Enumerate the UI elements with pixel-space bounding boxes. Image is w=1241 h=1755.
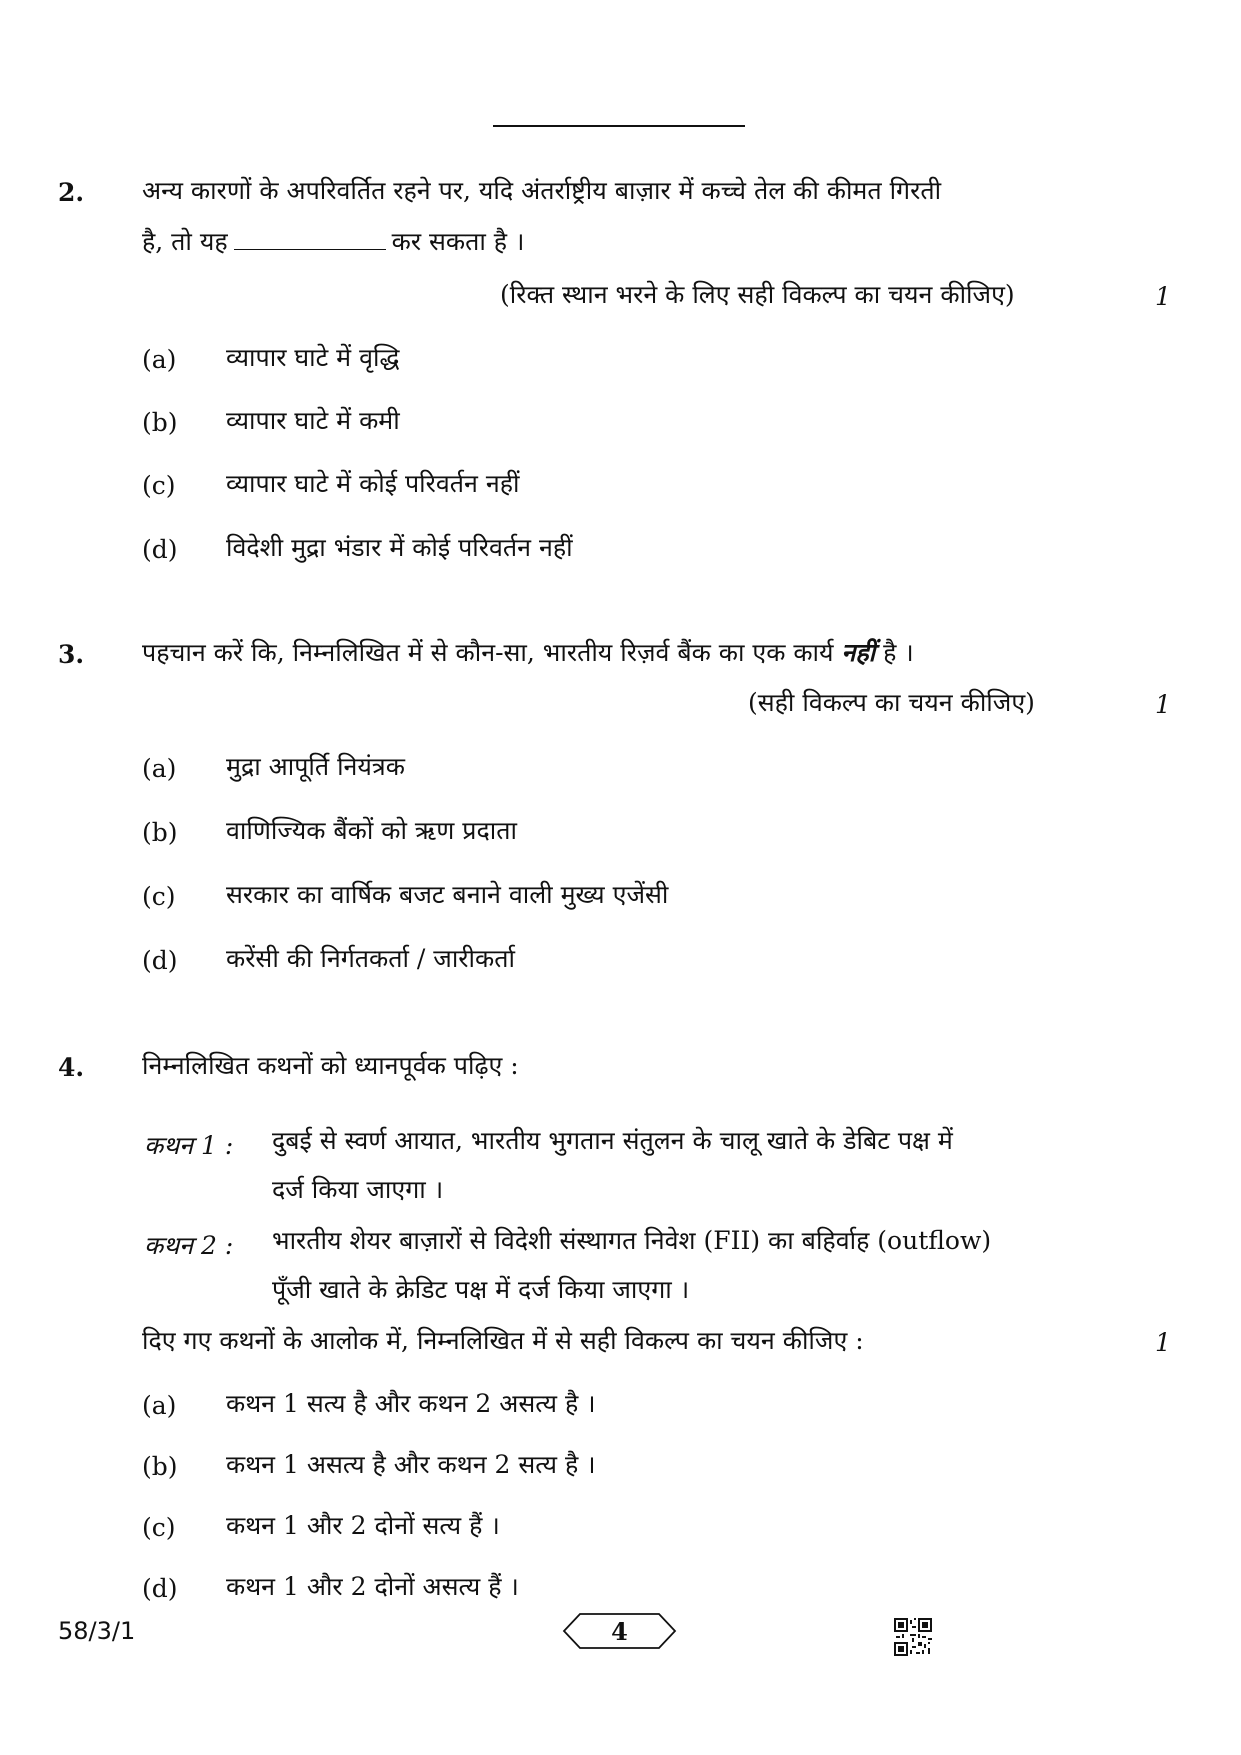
page-number: 4 (611, 1617, 628, 1646)
question-2-option-b-text: व्यापार घाटे में कमी (226, 406, 400, 435)
question-4-option-a-text: कथन 1 सत्य है और कथन 2 असत्य है । (226, 1389, 596, 1418)
question-3-option-a-label: (a) (142, 754, 177, 783)
question-3-option-b-text: वाणिज्यिक बैंकों को ऋण प्रदाता (226, 816, 517, 845)
question-2-option-c-label: (c) (142, 471, 176, 500)
paper-code: 58/3/1 (58, 1617, 136, 1645)
question-4-option-b-text: कथन 1 असत्य है और कथन 2 सत्य है । (226, 1450, 596, 1479)
statement-2-label: कथन 2 : (144, 1231, 234, 1260)
question-3-option-b-label: (b) (142, 818, 178, 847)
question-3-option-a-text: मुद्रा आपूर्ति नियंत्रक (226, 752, 405, 781)
question-3-option-c-text: सरकार का वार्षिक बजट बनाने वाली मुख्य एजेंसी (226, 880, 669, 909)
statement-2-line2: पूँजी खाते के क्रेडिट पक्ष में दर्ज किया जाएगा । (272, 1275, 690, 1304)
question-2-option-b-label: (b) (142, 408, 178, 437)
qr-code-icon (894, 1618, 932, 1656)
question-4-instruction: दिए गए कथनों के आलोक में, निम्नलिखित में से सही विकल्प का चयन कीजिए : (142, 1326, 864, 1355)
question-4-option-c-label: (c) (142, 1513, 176, 1542)
question-3-text-after: है । (883, 638, 914, 667)
question-2-text-after-blank: कर सकता है । (391, 227, 525, 256)
question-2-instruction: (रिक्त स्थान भरने के लिए सही विकल्प का चयन कीजिए) (500, 280, 1015, 309)
question-4-text-line1: निम्नलिखित कथनों को ध्यानपूर्वक पढ़िए : (142, 1051, 519, 1080)
page-number-badge (562, 1612, 677, 1650)
fill-in-blank (234, 231, 386, 250)
question-3-option-d-label: (d) (142, 946, 178, 975)
question-3-text-before: पहचान करें कि, निम्नलिखित में से कौन-सा, भारतीय रिज़र्व बैंक का एक कार्य (142, 638, 834, 667)
question-2-text-before-blank: है, तो यह (142, 227, 228, 256)
question-2-text-line2 (142, 227, 524, 257)
question-2-option-c-text: व्यापार घाटे में कोई परिवर्तन नहीं (226, 469, 520, 498)
question-3-option-c-label: (c) (142, 882, 176, 911)
question-4-option-c-text: कथन 1 और 2 दोनों सत्य हैं । (226, 1511, 500, 1540)
question-2-number: 2. (58, 178, 85, 207)
question-2-text-line1: अन्य कारणों के अपरिवर्तित रहने पर, यदि अंतर्राष्ट्रीय बाज़ार में कच्चे तेल की कीमत गिरती (142, 176, 942, 205)
question-2-option-d-text: विदेशी मुद्रा भंडार में कोई परिवर्तन नहीं (226, 533, 573, 562)
question-4-option-a-label: (a) (142, 1391, 177, 1420)
question-3-option-d-text: करेंसी की निर्गतकर्ता / जारीकर्ता (226, 944, 515, 973)
question-2-option-d-label: (d) (142, 535, 178, 564)
question-3-text-line1 (142, 638, 914, 668)
question-2-marks: 1 (1155, 282, 1171, 311)
question-4-marks: 1 (1155, 1328, 1171, 1357)
statement-1-line1: दुबई से स्वर्ण आयात, भारतीय भुगतान संतुलन के चालू खाते के डेबिट पक्ष में (272, 1126, 953, 1155)
question-2-option-a-label: (a) (142, 345, 177, 374)
question-2-option-a-text: व्यापार घाटे में वृद्धि (226, 343, 400, 372)
question-4-number: 4. (58, 1053, 85, 1082)
question-4-option-b-label: (b) (142, 1452, 178, 1481)
question-3-number: 3. (58, 640, 85, 669)
question-3-instruction: (सही विकल्प का चयन कीजिए) (748, 688, 1035, 717)
statement-1-line2: दर्ज किया जाएगा । (272, 1175, 444, 1204)
statement-1-label: कथन 1 : (144, 1131, 234, 1160)
question-4-option-d-label: (d) (142, 1574, 178, 1603)
statement-2-line1: भारतीय शेयर बाज़ारों से विदेशी संस्थागत निवेश (FII) का बहिर्वाह (outflow) (272, 1226, 992, 1255)
question-4-option-d-text: कथन 1 और 2 दोनों असत्य हैं । (226, 1572, 519, 1601)
question-3-marks: 1 (1155, 690, 1171, 719)
question-3-emphasis-not: नहीं (841, 638, 876, 667)
top-divider-line (493, 125, 745, 127)
